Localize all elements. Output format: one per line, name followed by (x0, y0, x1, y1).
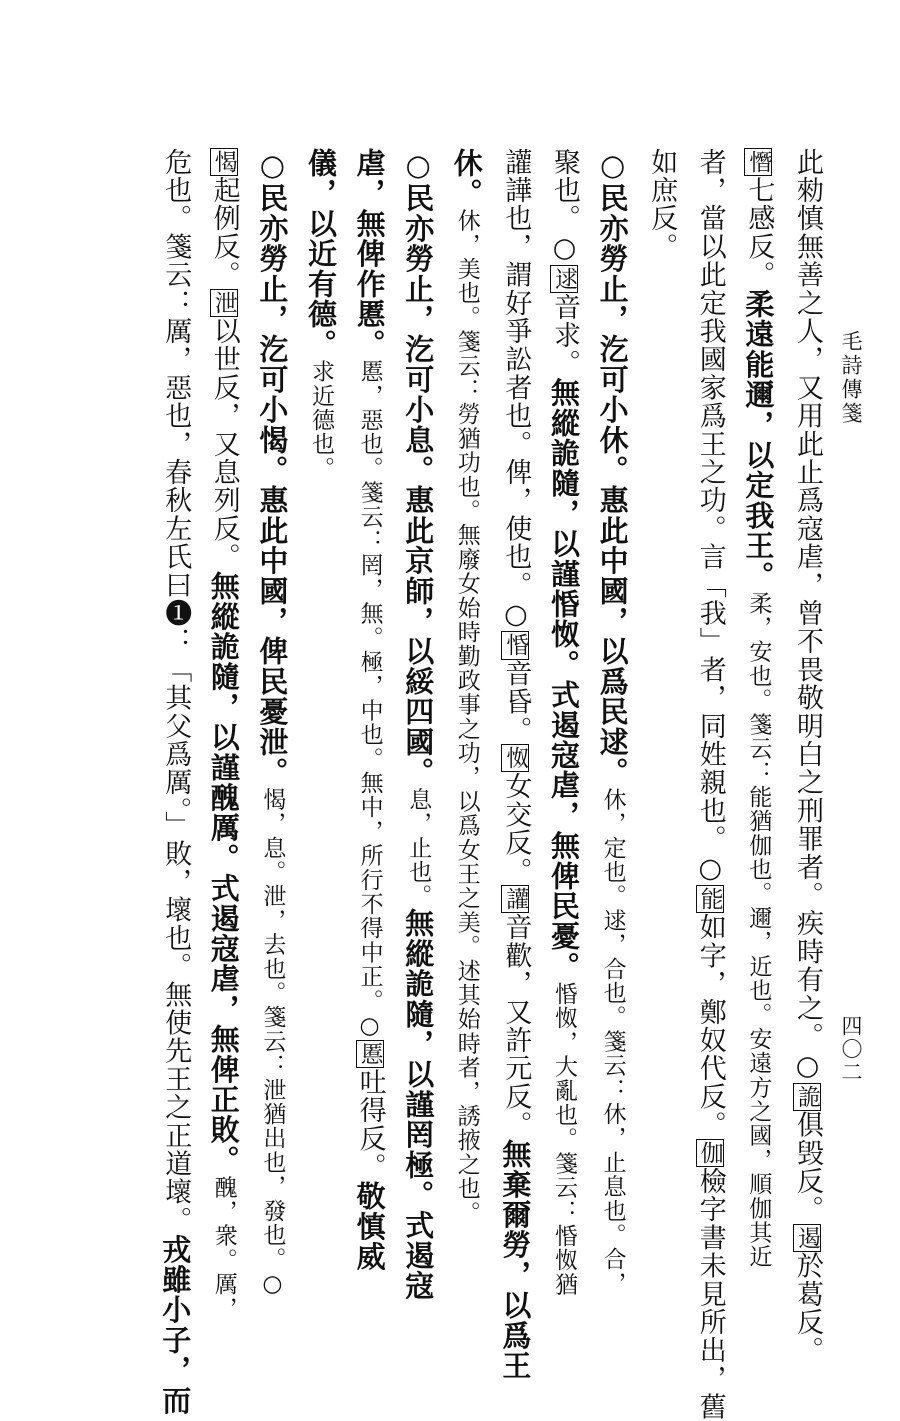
boxed-character: 能 (696, 887, 723, 912)
verse-text: ○民亦勞止，汔可小休。惠此中國，以爲民逑。 (595, 148, 630, 788)
boxed-character: 怓 (502, 746, 529, 771)
text-column (348, 148, 392, 1272)
commentary-text: 吐得反。 (354, 1068, 386, 1182)
boxed-character: 憯 (745, 150, 772, 175)
verse-text: ○民亦勞止，汔可小愒。惠此中國，俾民憂泄。 (255, 148, 290, 788)
commentary-text: 音歡，又許元反。 (500, 913, 532, 1140)
verse-text: 無棄爾勞，以爲王 (498, 1139, 533, 1381)
commentary-text: 俱毁反。 (792, 1110, 823, 1224)
commentary-text: 女交反。 (500, 772, 532, 886)
verse-text: 敬慎威 (352, 1181, 387, 1272)
commentary-text: 起例反。 (208, 176, 240, 290)
boxed-character: 惛 (502, 633, 529, 658)
boxed-character: 遏 (794, 1225, 820, 1250)
commentary-text: 惛怓，大亂也。箋云：惛怓猶 (551, 981, 577, 1297)
commentary-text: 休，美也。箋云：勞猶功也。無廢女始時勤政事之功，以爲女王之美。述其始時者，誘掖之也。 (453, 208, 480, 1225)
text-column (639, 148, 683, 261)
commentary-text: 音求。 (549, 293, 580, 378)
verse-text: 無縱詭隨，以謹罔極。式遏寇 (401, 908, 436, 1301)
commentary-text: 者，當以此定我國家爲王之功。言「我」者，同姓親也。○ (694, 148, 726, 886)
verse-text: 儀，以近有德。 (304, 148, 338, 360)
text-column (202, 148, 246, 1320)
commentary-text: 求近德也。 (308, 359, 334, 481)
text-column (493, 148, 537, 1381)
verse-text: 無縱詭隨，以謹醜厲。式遏寇虐，無俾正敗。 (206, 571, 241, 1176)
text-column (591, 148, 635, 1295)
commentary-text: 愒，息。泄，去也。箋云：泄猶出也，發也。○ (259, 787, 286, 1299)
boxed-character: 泄 (210, 291, 237, 316)
commentary-text: 七感反。 (743, 176, 775, 290)
page-number: 四〇二 (839, 1015, 863, 1084)
verse-text: 休。 (449, 148, 484, 209)
boxed-character: 慝 (356, 1042, 383, 1067)
text-column (153, 148, 197, 1416)
commentary-text: 如庶反。 (646, 148, 678, 261)
commentary-text: 慝，惡也。箋云：罔，無。極，中也。無中，所行不得中正。○ (356, 359, 383, 1041)
text-column (396, 148, 440, 1301)
verse-text: 柔遠能邇，以定我王。 (741, 289, 776, 592)
text-column (785, 148, 829, 1365)
commentary-text: 柔，安也。箋云：能猶伽也。邇，近也。安遠方之國，順伽其近 (745, 591, 772, 1269)
commentary-text: 檢字書未見所出，舊 (694, 1167, 726, 1421)
text-column (736, 148, 780, 1269)
text-column (250, 148, 294, 1298)
commentary-text: 音昏。 (500, 659, 532, 745)
commentary-text: 此勑慎無善之人，又用此止爲寇虐，曾不畏敬明白之刑罪者。疾時有之。○ (792, 148, 823, 1083)
commentary-text: 於葛反。 (792, 1251, 823, 1365)
commentary-text: 如字，鄭奴代反。 (694, 913, 726, 1140)
boxed-character: 愒 (210, 150, 237, 175)
verse-text: 虐，無俾作慝。 (352, 148, 387, 360)
text-column (445, 148, 489, 1225)
text-column (688, 148, 732, 1421)
boxed-character: 詭 (794, 1084, 820, 1109)
commentary-text: 息，止也。 (405, 787, 432, 909)
boxed-character: 讙 (502, 887, 529, 912)
text-column (542, 148, 586, 1296)
commentary-text: 以世反，又息列反。 (208, 317, 240, 572)
commentary-text: 休，定也。逑，合也。箋云：休，止息也。合， (599, 787, 626, 1296)
verse-text: 戎雖小子，而 (158, 1234, 193, 1416)
commentary-text: 聚也。○ (549, 148, 580, 265)
verse-text: ○民亦勞止，汔可小息。惠此京師，以綏四國。 (401, 148, 436, 788)
boxed-character: 逑 (551, 266, 577, 292)
commentary-text: 危也。箋云：厲，惡也，春秋左氏曰❶：「其父爲厲。」敗，壞也。無使先王之正道壞。 (160, 148, 192, 1235)
book-title: 毛詩傳箋 (839, 330, 863, 426)
commentary-text: 醜，衆。厲， (210, 1175, 237, 1321)
text-column (299, 148, 343, 480)
commentary-text: 讙譁也，謂好爭訟者也。俾，使也。○ (500, 148, 532, 632)
verse-text: 無縱詭隨，以謹惛怓。式遏寇虐，無俾民憂。 (547, 377, 581, 982)
boxed-character: 伽 (696, 1141, 723, 1166)
